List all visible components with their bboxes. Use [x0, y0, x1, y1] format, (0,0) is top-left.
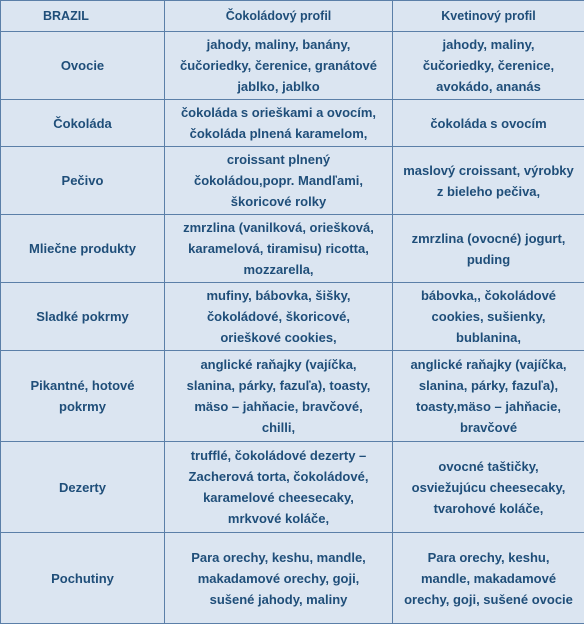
- category-cell: [1, 442, 165, 533]
- chocolate-cell: [165, 100, 393, 147]
- chocolate-cell: [165, 283, 393, 351]
- chocolate-cell: [165, 32, 393, 100]
- floral-cell: [393, 100, 584, 147]
- category-label: Pikantné, hotové pokrmy: [4, 375, 161, 417]
- category-cell: [1, 100, 165, 147]
- chocolate-cell: [165, 147, 393, 215]
- header-floral-profile: Kvetinový profil: [393, 1, 584, 32]
- chocolate-cell: [165, 351, 393, 442]
- chocolate-cell: [165, 442, 393, 533]
- floral-cell: [393, 442, 584, 533]
- category-cell: [1, 351, 165, 442]
- floral-cell: [393, 283, 584, 351]
- floral-pairings: čokoláda s ovocím: [396, 113, 581, 134]
- chocolate-pairings: zmrzlina (vanilková, oriešková, karamelová, tiramisu) ricotta, mozzarella,: [168, 217, 389, 280]
- floral-cell: [393, 351, 584, 442]
- table-row: [1, 442, 584, 533]
- chocolate-pairings: jahody, maliny, banány, čučoriedky, čerenice, granátové jablko, jablko: [168, 34, 389, 97]
- chocolate-cell: [165, 215, 393, 283]
- chocolate-cell: [165, 533, 393, 624]
- table-row: [1, 533, 584, 624]
- floral-cell: [393, 147, 584, 215]
- floral-cell: [393, 215, 584, 283]
- floral-pairings: jahody, maliny, čučoriedky, čerenice, avokádo, ananás: [396, 34, 581, 97]
- category-label: Čokoláda: [4, 113, 161, 134]
- floral-cell: [393, 32, 584, 100]
- category-label: Pochutiny: [4, 568, 161, 589]
- table-row: [1, 283, 584, 351]
- category-label: Ovocie: [4, 55, 161, 76]
- category-label: Pečivo: [4, 170, 161, 191]
- header-chocolate-profile: Čokoládový profil: [165, 1, 393, 32]
- table-row: [1, 100, 584, 147]
- chocolate-pairings: mufiny, bábovka, šišky, čokoládové, škoricové, orieškové cookies,: [168, 285, 389, 348]
- header-origin: BRAZIL: [1, 1, 165, 32]
- chocolate-pairings: trufflé, čokoládové dezerty – Zacherová torta, čokoládové, karamelové cheesecaky, mrkvové koláče,: [168, 445, 389, 529]
- table-row: [1, 32, 584, 100]
- chocolate-pairings: croissant plnený čokoládou,popr. Mandľami, škoricové rolky: [168, 149, 389, 212]
- category-cell: [1, 283, 165, 351]
- category-label: Mliečne produkty: [4, 238, 161, 259]
- floral-pairings: anglické raňajky (vajíčka, slanina, párky, fazuľa), toasty,mäso – jahňacie, bravčové: [396, 354, 581, 438]
- category-cell: [1, 215, 165, 283]
- header-row: [1, 1, 584, 32]
- category-cell: [1, 533, 165, 624]
- table-row: [1, 351, 584, 442]
- chocolate-pairings: čokoláda s orieškami a ovocím, čokoláda plnená karamelom,: [168, 102, 389, 144]
- category-cell: [1, 32, 165, 100]
- floral-pairings: ovocné taštičky, osviežujúcu cheesecaky, tvarohové koláče,: [396, 456, 581, 519]
- category-label: Dezerty: [4, 477, 161, 498]
- floral-pairings: Para orechy, keshu, mandle, makadamové orechy, goji, sušené ovocie: [396, 547, 581, 610]
- chocolate-pairings: Para orechy, keshu, mandle, makadamové orechy, goji, sušené jahody, maliny: [168, 547, 389, 610]
- category-cell: [1, 147, 165, 215]
- table-row: [1, 215, 584, 283]
- floral-pairings: maslový croissant, výrobky z bieleho pečiva,: [396, 160, 581, 202]
- table-row: [1, 147, 584, 215]
- chocolate-pairings: anglické raňajky (vajíčka, slanina, párky, fazuľa), toasty, mäso – jahňacie, bravčové, chilli,: [168, 354, 389, 438]
- floral-cell: [393, 533, 584, 624]
- floral-pairings: bábovka,, čokoládové cookies, sušienky, bublanina,: [396, 285, 581, 348]
- category-label: Sladké pokrmy: [4, 306, 161, 327]
- floral-pairings: zmrzlina (ovocné) jogurt, puding: [396, 228, 581, 270]
